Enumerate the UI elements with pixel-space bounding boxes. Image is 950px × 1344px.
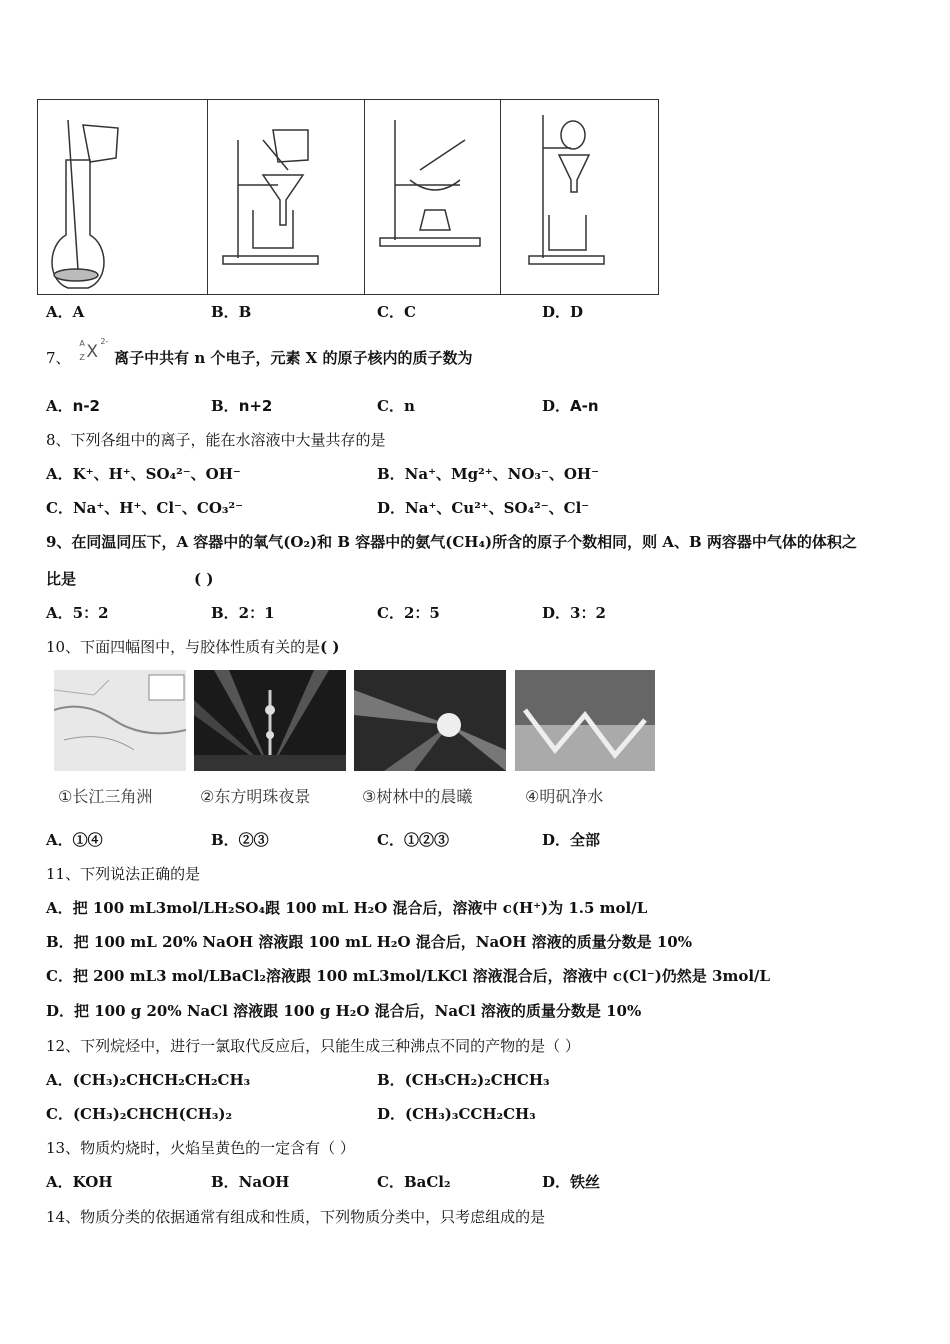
q10-image-yangtze-delta xyxy=(54,670,186,771)
q12-stem: 12、下列烷烃中，进行一氯取代反应后，只能生成三种沸点不同的产物的是（ ） xyxy=(46,1037,580,1055)
q10-option-d[interactable]: D．全部 xyxy=(542,831,601,849)
q6-option-a[interactable]: A．A xyxy=(46,303,85,321)
q11-stem: 11、下列说法正确的是 xyxy=(46,865,201,883)
q13-option-d[interactable]: D．铁丝 xyxy=(542,1173,601,1191)
q10-option-b[interactable]: B．②③ xyxy=(211,831,269,849)
q10-image-alum-purification xyxy=(515,670,647,771)
q13-option-b[interactable]: B．NaOH xyxy=(211,1173,290,1191)
q6-option-d[interactable]: D．D xyxy=(542,303,584,321)
q11-option-d[interactable]: D．把 100 g 20% NaCl 溶液跟 100 g H₂O 混合后，NaCl 溶液的质量分数是 10% xyxy=(46,1002,642,1020)
apparatus-filtration xyxy=(208,100,365,294)
q13-stem: 13、物质灼烧时，火焰呈黄色的一定含有（ ） xyxy=(46,1139,355,1157)
q9-stem-line2: 比是 ( ) xyxy=(46,570,214,588)
q8-option-d[interactable]: D．Na⁺、Cu²⁺、SO₄²⁻、Cl⁻ xyxy=(377,499,590,517)
q10-caption-4: ④明矾净水 xyxy=(525,787,604,806)
q6-option-b[interactable]: B．B xyxy=(211,303,252,321)
q10-blank: ( ) xyxy=(320,638,340,656)
q10-caption-3: ③树林中的晨曦 xyxy=(362,787,473,806)
q13-option-a[interactable]: A．KOH xyxy=(46,1173,113,1191)
q12-option-d[interactable]: D．(CH₃)₃CCH₂CH₃ xyxy=(377,1105,536,1123)
q11-option-b[interactable]: B．把 100 mL 20% NaOH 溶液跟 100 mL H₂O 混合后，NaOH 溶液的质量分数是 10% xyxy=(46,933,692,951)
q10-option-a[interactable]: A．①④ xyxy=(46,831,103,849)
q7-stem xyxy=(46,337,473,369)
q7-text: 离子中共有 n 个电子，元素 X 的原子核内的质子数为 xyxy=(114,349,473,367)
q12-option-a[interactable]: A．(CH₃)₂CHCH₂CH₂CH₃ xyxy=(46,1071,251,1089)
q10-option-c[interactable]: C．①②③ xyxy=(377,831,449,849)
q10-stem: 10、下面四幅图中，与胶体性质有关的是( ) xyxy=(46,638,340,656)
q12-option-b[interactable]: B．(CH₃CH₂)₂CHCH₃ xyxy=(377,1071,550,1089)
q9-option-a[interactable]: A．5：2 xyxy=(46,604,109,622)
q10-caption-2: ②东方明珠夜景 xyxy=(200,787,311,806)
q11-option-a[interactable]: A．把 100 mL3mol/LH₂SO₄跟 100 mL H₂O 混合后，溶液中 c(H⁺)为 1.5 mol/L xyxy=(46,899,648,917)
q9-option-d[interactable]: D．3：2 xyxy=(542,604,606,622)
q7-ion-symbol: A Z X 2- xyxy=(79,337,109,362)
q7-option-b[interactable]: B．n+2 xyxy=(211,397,273,415)
q9-blank: ( ) xyxy=(194,570,214,588)
q13-option-c[interactable]: C．BaCl₂ xyxy=(377,1173,451,1191)
apparatus-evaporation xyxy=(365,100,501,294)
q7-option-d[interactable]: D．A-n xyxy=(542,397,599,415)
q9-option-b[interactable]: B．2：1 xyxy=(211,604,275,622)
q14-stem: 14、物质分类的依据通常有组成和性质，下列物质分类中，只考虑组成的是 xyxy=(46,1208,546,1226)
apparatus-separatory-funnel xyxy=(501,100,658,294)
q8-option-b[interactable]: B．Na⁺、Mg²⁺、NO₃⁻、OH⁻ xyxy=(377,465,600,483)
q9-stem-line1: 9、在同温同压下，A 容器中的氧气(O₂)和 B 容器中的氨气(CH₄)所含的原子个数相同，则 A、B 两容器中气体的体积之 xyxy=(46,533,857,551)
q8-option-c[interactable]: C．Na⁺、H⁺、Cl⁻、CO₃²⁻ xyxy=(46,499,243,517)
apparatus-volumetric-flask xyxy=(38,100,208,294)
q12-option-c[interactable]: C．(CH₃)₂CHCH(CH₃)₂ xyxy=(46,1105,233,1123)
q8-stem: 8、下列各组中的离子，能在水溶液中大量共存的是 xyxy=(46,431,386,449)
q10-image-oriental-pearl xyxy=(194,670,326,771)
q11-option-c[interactable]: C．把 200 mL3 mol/LBaCl₂溶液跟 100 mL3mol/LKCl 溶液混合后，溶液中 c(Cl⁻)仍然是 3mol/L xyxy=(46,967,771,985)
q7-number: 7、 xyxy=(46,349,71,367)
q10-image-forest-morning xyxy=(354,670,486,771)
q6-apparatus-figure xyxy=(37,99,659,295)
q10-caption-1: ①长江三角洲 xyxy=(58,787,153,806)
q8-option-a[interactable]: A．K⁺、H⁺、SO₄²⁻、OH⁻ xyxy=(46,465,241,483)
q7-option-c[interactable]: C．n xyxy=(377,397,415,415)
q7-option-a[interactable]: A．n-2 xyxy=(46,397,100,415)
q6-option-c[interactable]: C．C xyxy=(377,303,416,321)
q9-option-c[interactable]: C．2：5 xyxy=(377,604,440,622)
